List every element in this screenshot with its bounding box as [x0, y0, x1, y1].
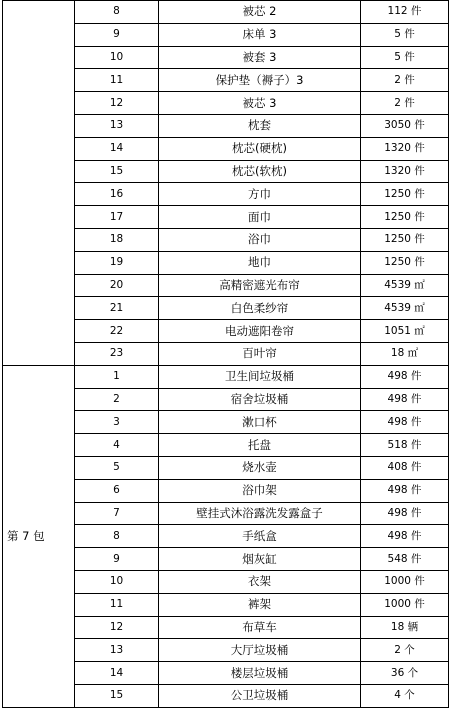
item-quantity-cell: 18 ㎡: [361, 342, 449, 365]
item-name-cell: 百叶帘: [159, 342, 361, 365]
item-name-cell: 衣架: [159, 570, 361, 593]
item-name-cell: 布草车: [159, 616, 361, 639]
item-name-cell: 床单 3: [159, 23, 361, 46]
procurement-table: [2, 0, 449, 708]
item-quantity-cell: 1250 件: [361, 206, 449, 229]
item-number-cell: 12: [75, 616, 159, 639]
item-number-cell: 1: [75, 365, 159, 388]
item-number-cell: 23: [75, 342, 159, 365]
item-name-cell: 枕芯(软枕): [159, 160, 361, 183]
item-quantity-cell: 5 件: [361, 46, 449, 69]
item-number-cell: 20: [75, 274, 159, 297]
item-name-cell: 楼层垃圾桶: [159, 662, 361, 685]
item-number-cell: 17: [75, 206, 159, 229]
item-number-cell: 12: [75, 92, 159, 115]
item-name-cell: 烟灰缸: [159, 548, 361, 571]
item-quantity-cell: 1000 件: [361, 570, 449, 593]
item-quantity-cell: 3050 件: [361, 114, 449, 137]
item-quantity-cell: 1250 件: [361, 183, 449, 206]
item-name-cell: 浴巾: [159, 228, 361, 251]
item-name-cell: 公卫垃圾桶: [159, 684, 361, 707]
item-quantity-cell: 498 件: [361, 411, 449, 434]
item-name-cell: 枕套: [159, 114, 361, 137]
item-name-cell: 托盘: [159, 434, 361, 457]
item-name-cell: 被套 3: [159, 46, 361, 69]
item-quantity-cell: 4 个: [361, 684, 449, 707]
item-number-cell: 6: [75, 479, 159, 502]
item-quantity-cell: 498 件: [361, 479, 449, 502]
item-number-cell: 3: [75, 411, 159, 434]
item-name-cell: 方巾: [159, 183, 361, 206]
item-quantity-cell: 548 件: [361, 548, 449, 571]
item-quantity-cell: 112 件: [361, 1, 449, 24]
table-row: [3, 365, 449, 388]
package-group-cell: [3, 1, 75, 366]
item-number-cell: 21: [75, 297, 159, 320]
item-number-cell: 2: [75, 388, 159, 411]
item-number-cell: 22: [75, 320, 159, 343]
item-name-cell: 烧水壶: [159, 456, 361, 479]
item-number-cell: 14: [75, 662, 159, 685]
item-name-cell: 裤架: [159, 593, 361, 616]
item-quantity-cell: 1051 ㎡: [361, 320, 449, 343]
item-quantity-cell: 5 件: [361, 23, 449, 46]
item-number-cell: 8: [75, 1, 159, 24]
item-number-cell: 19: [75, 251, 159, 274]
item-quantity-cell: 2 件: [361, 92, 449, 115]
procurement-table-body: [3, 1, 449, 708]
item-number-cell: 18: [75, 228, 159, 251]
item-name-cell: 漱口杯: [159, 411, 361, 434]
item-quantity-cell: 1320 件: [361, 137, 449, 160]
item-name-cell: 地巾: [159, 251, 361, 274]
item-quantity-cell: 2 件: [361, 69, 449, 92]
item-quantity-cell: 408 件: [361, 456, 449, 479]
item-quantity-cell: 4539 ㎡: [361, 297, 449, 320]
item-quantity-cell: 518 件: [361, 434, 449, 457]
item-number-cell: 13: [75, 114, 159, 137]
item-quantity-cell: 36 个: [361, 662, 449, 685]
item-name-cell: 被芯 2: [159, 1, 361, 24]
item-name-cell: 面巾: [159, 206, 361, 229]
item-number-cell: 7: [75, 502, 159, 525]
item-name-cell: 保护垫（褥子）3: [159, 69, 361, 92]
item-number-cell: 9: [75, 23, 159, 46]
item-name-cell: 大厅垃圾桶: [159, 639, 361, 662]
item-number-cell: 5: [75, 456, 159, 479]
item-number-cell: 10: [75, 46, 159, 69]
item-number-cell: 4: [75, 434, 159, 457]
item-number-cell: 11: [75, 69, 159, 92]
item-name-cell: 浴巾架: [159, 479, 361, 502]
item-quantity-cell: 1250 件: [361, 251, 449, 274]
item-number-cell: 9: [75, 548, 159, 571]
item-number-cell: 15: [75, 684, 159, 707]
item-quantity-cell: 1250 件: [361, 228, 449, 251]
item-name-cell: 高精密遮光布帘: [159, 274, 361, 297]
item-number-cell: 16: [75, 183, 159, 206]
item-number-cell: 11: [75, 593, 159, 616]
item-quantity-cell: 1320 件: [361, 160, 449, 183]
item-name-cell: 手纸盒: [159, 525, 361, 548]
item-name-cell: 宿舍垃圾桶: [159, 388, 361, 411]
item-quantity-cell: 1000 件: [361, 593, 449, 616]
item-name-cell: 白色柔纱帘: [159, 297, 361, 320]
item-quantity-cell: 498 件: [361, 365, 449, 388]
table-row: [3, 1, 449, 24]
item-name-cell: 壁挂式沐浴露洗发露盒子: [159, 502, 361, 525]
package-group-cell: 第 7 包: [3, 365, 75, 707]
item-name-cell: 被芯 3: [159, 92, 361, 115]
item-name-cell: 电动遮阳卷帘: [159, 320, 361, 343]
item-quantity-cell: 498 件: [361, 502, 449, 525]
item-number-cell: 13: [75, 639, 159, 662]
item-number-cell: 8: [75, 525, 159, 548]
item-quantity-cell: 2 个: [361, 639, 449, 662]
item-number-cell: 15: [75, 160, 159, 183]
item-number-cell: 14: [75, 137, 159, 160]
item-quantity-cell: 498 件: [361, 525, 449, 548]
item-number-cell: 10: [75, 570, 159, 593]
item-quantity-cell: 498 件: [361, 388, 449, 411]
item-name-cell: 卫生间垃圾桶: [159, 365, 361, 388]
item-name-cell: 枕芯(硬枕): [159, 137, 361, 160]
item-quantity-cell: 4539 ㎡: [361, 274, 449, 297]
item-quantity-cell: 18 辆: [361, 616, 449, 639]
